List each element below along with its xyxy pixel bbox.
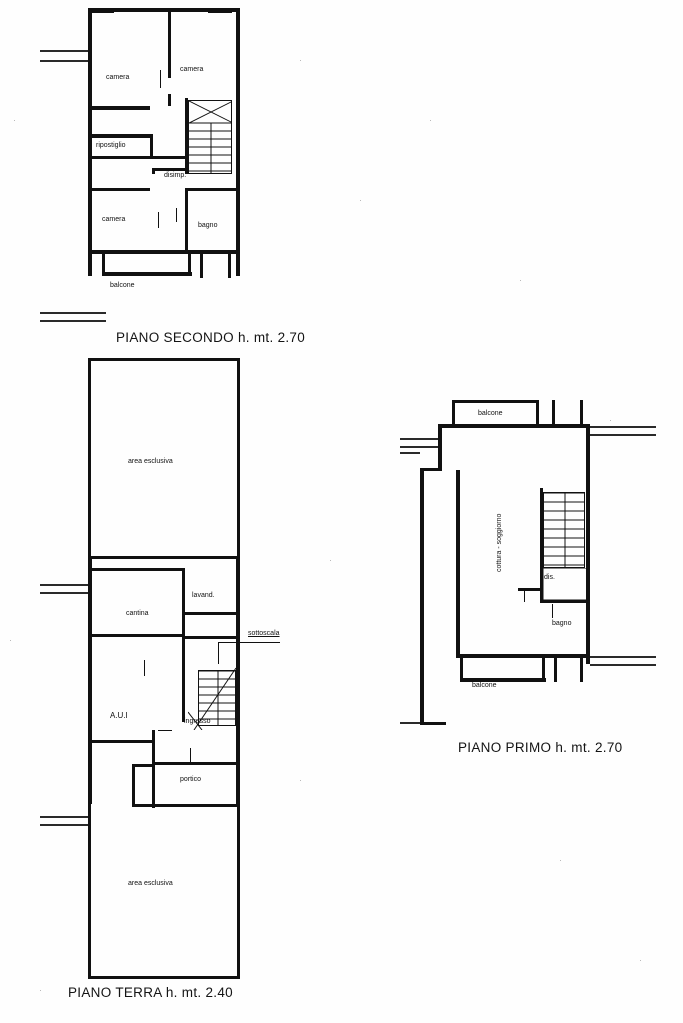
stair-hatching-primo [544, 493, 584, 567]
wall-portico-top-step [132, 764, 154, 767]
paper-speck [14, 120, 15, 121]
room-label-cantina: cantina [126, 610, 149, 617]
room-label-bagno-primo: bagno [552, 620, 572, 627]
wall-primo-top [438, 424, 590, 428]
caption-piano-secondo: PIANO SECONDO h. mt. 2.70 [116, 330, 306, 345]
wall-courtyard-upper-top [88, 358, 240, 361]
plan-piano-primo [400, 392, 660, 742]
door-jamb-bagno [176, 208, 177, 222]
door-jamb-camera-1 [160, 70, 161, 88]
window-opening-top-right [208, 8, 232, 13]
leader-sottoscala [218, 642, 280, 643]
boundary-terra-left-1 [40, 584, 88, 586]
door-jamb-portico [168, 764, 184, 765]
wall-lavand-bottom [182, 612, 236, 615]
door-jamb-aui [158, 730, 172, 731]
plan-piano-secondo [40, 8, 260, 328]
boundary-primo-left-2 [400, 446, 438, 448]
paper-speck [330, 560, 331, 561]
room-label-lavand: lavand. [192, 592, 215, 599]
wall-portico-bottom [132, 804, 240, 807]
boundary-primo-left-3 [400, 452, 420, 454]
room-label-cottura-soggiorno: cottura - soggiorno [496, 513, 503, 572]
boundary-primo-right-lower-2 [590, 664, 656, 666]
wall-courtyard-lower-right [237, 804, 240, 978]
door-jamb-camera-3 [158, 212, 159, 228]
stair-hatching [189, 101, 231, 173]
wall-primo-right [586, 424, 590, 664]
wall-partition-bedrooms [168, 12, 171, 78]
room-label-ripostiglio: ripostiglio [96, 142, 126, 149]
wall-corridor-upper [92, 106, 150, 110]
paper-speck [560, 860, 561, 861]
room-label-area-esclusiva-1: area esclusiva [128, 458, 173, 465]
boundary-line-left-upper [40, 50, 88, 52]
wall-outer-right [236, 8, 240, 276]
wall-lower-horizontal [88, 250, 240, 254]
wall-bagno-top-primo [540, 600, 586, 603]
door-jamb-dis-primo [524, 588, 525, 602]
boundary-line-left-lower-2 [40, 320, 106, 322]
wall-cantina-bottom [92, 634, 184, 637]
wall-portico-left-outer [132, 764, 135, 806]
room-label-balcone: balcone [110, 282, 135, 289]
room-label-camera-2: camera [180, 66, 204, 73]
paper-speck [40, 990, 41, 991]
stair-landing-primo [543, 568, 587, 600]
paper-speck [640, 960, 641, 961]
wall-balcony-bottom-right [542, 658, 545, 682]
staircase-piano-secondo [188, 100, 232, 174]
wall-ingresso-bottom [152, 762, 236, 765]
wall-primo-left-lower [420, 468, 424, 664]
paper-speck [300, 780, 301, 781]
wall-courtyard-upper-right [237, 358, 240, 558]
room-label-balcone-bottom: balcone [472, 682, 497, 689]
boundary-line-left-lower [40, 312, 106, 314]
wall-primo-bottom [456, 654, 590, 658]
wall-bagno-top [185, 188, 236, 191]
wall-balcony-top-left [452, 400, 455, 426]
wall-disimp-top [152, 168, 188, 171]
wall-outer-left [88, 8, 92, 276]
room-label-balcone-top: balcone [478, 410, 503, 417]
wall-balcony-bottom [102, 272, 192, 276]
room-label-camera-3: camera [102, 216, 126, 223]
room-label-bagno: bagno [198, 222, 218, 229]
wall-balcony-top-right [536, 400, 539, 426]
room-label-aui: A.U.I [110, 711, 128, 720]
wall-primo-left-bottom [420, 660, 424, 724]
room-label-area-esclusiva-2: area esclusiva [128, 880, 173, 887]
wall-balcony-top-stub-2 [580, 400, 583, 426]
wall-courtyard-upper-left [88, 358, 91, 558]
wall-ripostiglio-right [150, 134, 153, 156]
wall-building-left [88, 558, 92, 804]
wall-bottom-stub-primo [554, 658, 557, 682]
wall-aui-bottom [92, 740, 154, 743]
staircase-piano-primo [543, 492, 585, 568]
plan-piano-terra [40, 352, 280, 982]
wall-bottom-stub-primo-2 [580, 658, 583, 682]
room-label-ingresso: ingresso [184, 718, 211, 725]
room-label-disimp: disimp. [164, 172, 187, 179]
boundary-primo-top-right-2 [590, 434, 656, 436]
wall-balcony-top-stub [552, 400, 555, 426]
paper-speck [300, 60, 301, 61]
wall-primo-left-lower-inner [456, 470, 460, 656]
wall-ingresso-left [152, 730, 155, 766]
boundary-primo-left-4 [400, 722, 420, 724]
boundary-line-left-upper-2 [40, 60, 88, 62]
boundary-terra-left-3 [40, 816, 88, 818]
caption-piano-primo: PIANO PRIMO h. mt. 2.70 [458, 740, 623, 755]
room-label-sottoscala: sottoscala [248, 630, 280, 637]
room-label-dis: dis. [544, 574, 555, 581]
wall-cantina-top [92, 568, 184, 571]
door-jamb-ingresso [190, 748, 191, 762]
boundary-primo-top-right [590, 426, 656, 428]
boundary-primo-right-lower [590, 656, 656, 658]
paper-speck [360, 200, 361, 201]
wall-portico-left [152, 764, 155, 808]
boundary-primo-left-1 [400, 438, 438, 440]
wall-primo-left-bottom-cap [420, 722, 446, 725]
wall-stair-terra-top [182, 636, 236, 639]
wall-courtyard-upper-bottom [88, 556, 240, 559]
wall-balcony-right [188, 254, 191, 276]
paper-speck [520, 280, 521, 281]
wall-bottom-right-stub [200, 254, 203, 278]
window-opening-top-left [92, 8, 114, 13]
room-label-portico: portico [180, 776, 202, 783]
paper-speck [430, 120, 431, 121]
wall-courtyard-lower-left [88, 804, 91, 978]
wall-partition-lower [92, 188, 150, 191]
wall-primo-left-upper [438, 424, 442, 470]
wall-ripostiglio-bottom [92, 156, 188, 159]
door-jamb-bagno-primo [552, 604, 553, 618]
paper-speck [610, 420, 611, 421]
room-label-camera-1: camera [106, 74, 130, 81]
wall-courtyard-lower-bottom [88, 976, 240, 979]
boundary-terra-left-4 [40, 824, 88, 826]
boundary-terra-left-2 [40, 592, 88, 594]
wall-partition-bagno [185, 188, 188, 250]
wall-cantina-right [182, 614, 185, 636]
wall-bottom-right-stub-2 [228, 254, 231, 278]
leader-sottoscala-2 [218, 642, 219, 664]
door-jamb-cantina [144, 660, 145, 676]
wall-corridor-upper-2 [92, 134, 150, 138]
wall-dis-left [518, 588, 540, 591]
wall-lavand-left [182, 568, 185, 614]
wall-balcony-top-top [452, 400, 538, 403]
wall-stair-terra-left [182, 636, 185, 722]
paper-speck [10, 640, 11, 641]
caption-piano-terra: PIANO TERRA h. mt. 2.40 [68, 985, 233, 1000]
wall-partition-bedroom-door-jamb [168, 94, 171, 106]
